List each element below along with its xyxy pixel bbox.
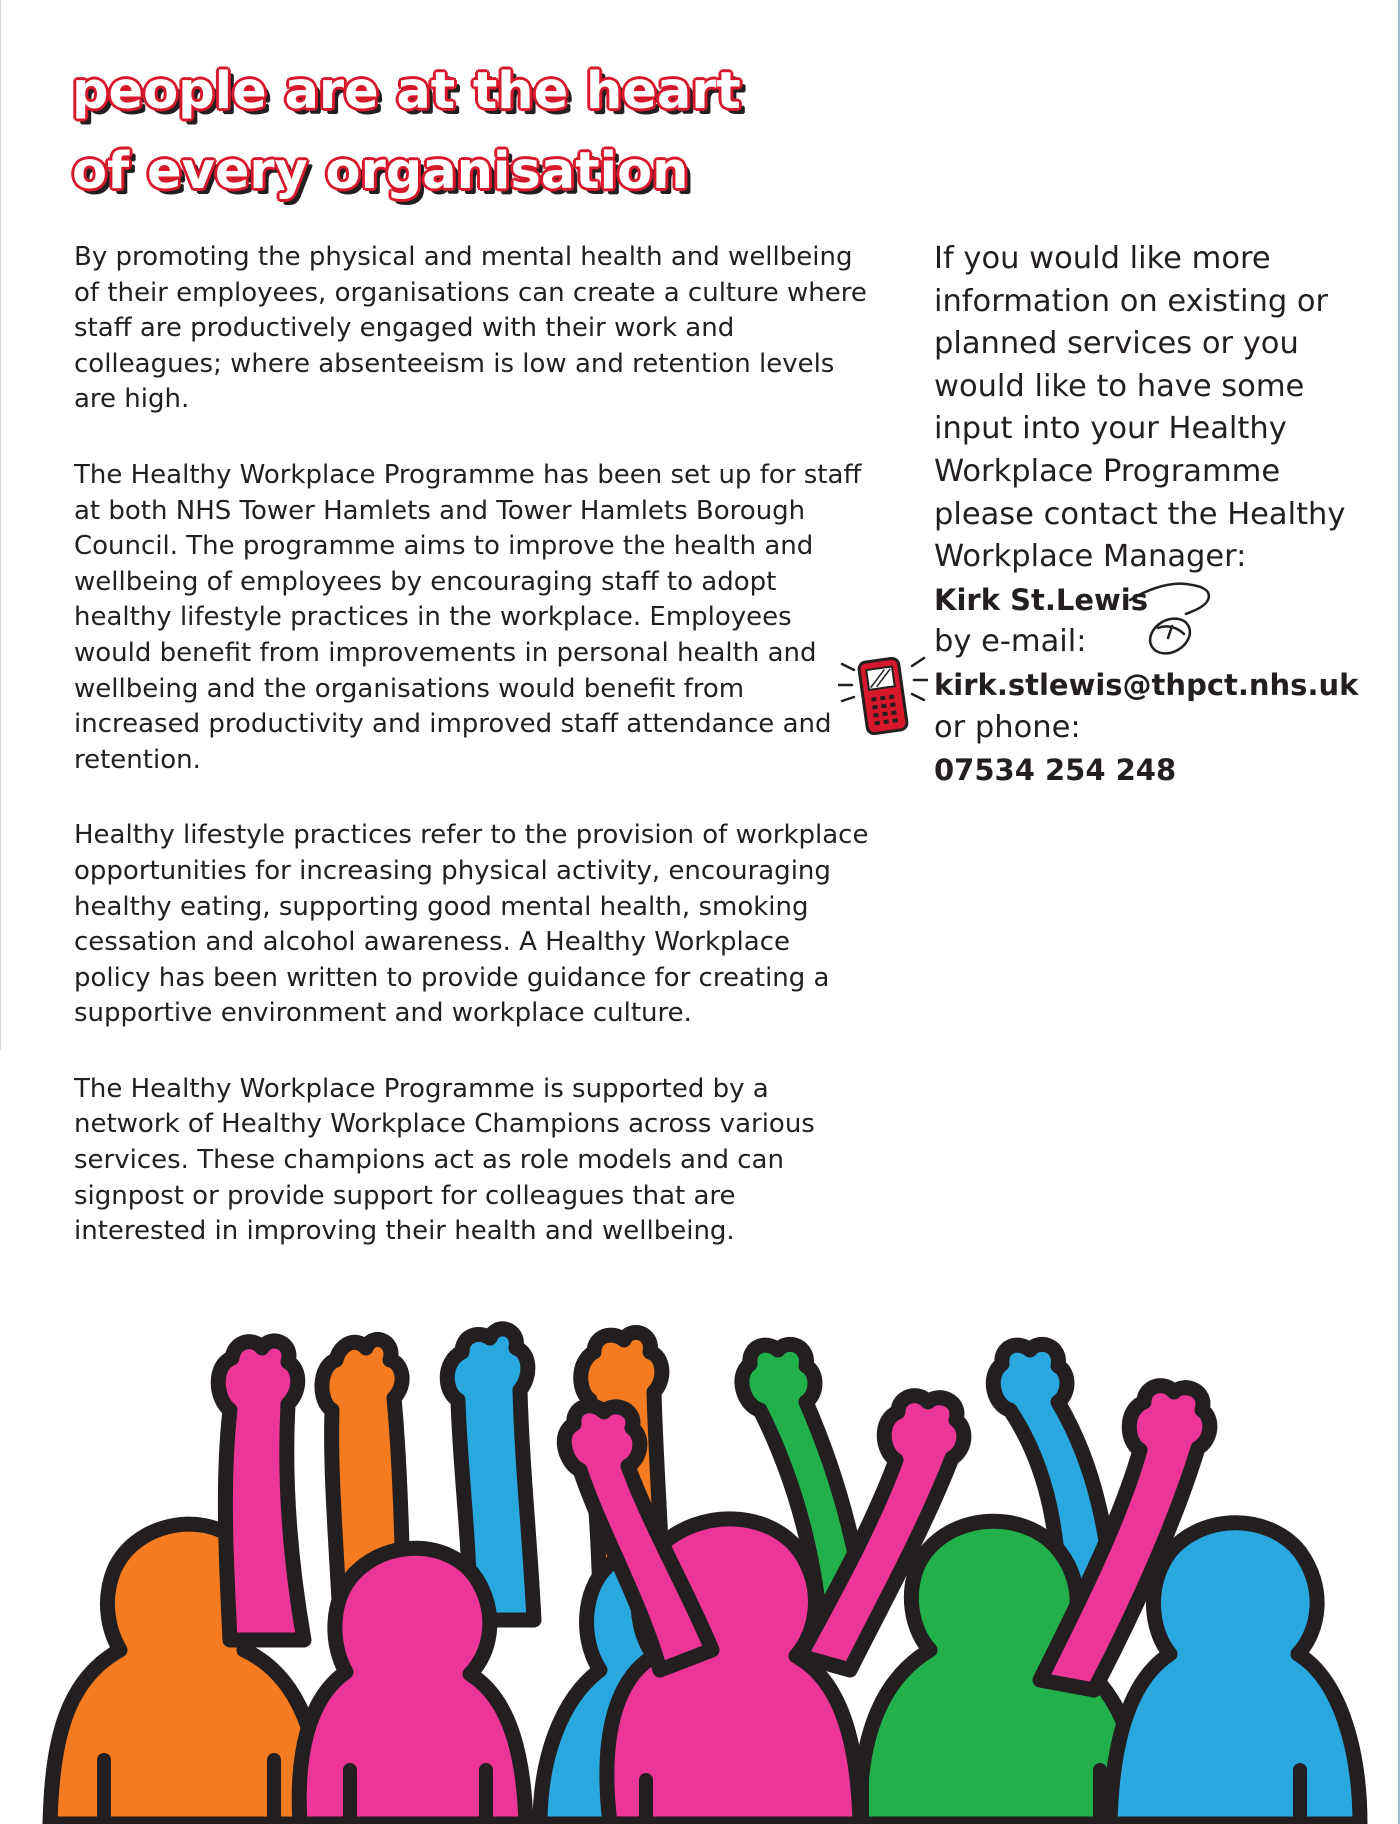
heading-line-1: people are at the heart xyxy=(72,62,741,121)
contact-intro-line: information on existing or xyxy=(934,283,1329,319)
paragraph-champions: The Healthy Workplace Programme is supported by a network of Healthy Workplace Champions across various services. These champions act as role models and can signpost or provide support for colleagues that are interested in improving their health and wellbeing. xyxy=(74,1073,815,1247)
contact-intro-line: would like to have some xyxy=(934,368,1305,404)
contact-intro-line: planned services or you xyxy=(934,326,1299,362)
contact-intro-line: Workplace Manager: xyxy=(934,539,1247,575)
mobile-phone-icon xyxy=(838,656,928,736)
paragraph-intro: By promoting the physical and mental health and wellbeing of their employees, organisations can create a culture where staff are productively engaged with their work and colleagues; where absenteeism is low and retention levels are high. xyxy=(74,242,867,415)
contact-name: Kirk St.Lewis xyxy=(934,582,1149,617)
contact-intro-line: Workplace Programme xyxy=(934,453,1281,489)
contact-intro-line: If you would like more xyxy=(934,241,1271,276)
phone-label: or phone: xyxy=(934,709,1081,745)
phone-number[interactable]: 07534 254 248 xyxy=(934,753,1177,788)
email-link[interactable]: kirk.stlewis@thpct.nhs.uk xyxy=(934,667,1359,702)
people-crowd-illustration xyxy=(0,1310,1400,1824)
contact-panel xyxy=(934,238,1359,792)
contact-intro-line: please contact the Healthy xyxy=(934,496,1346,532)
page-heading xyxy=(72,52,741,212)
contact-intro-line: input into your Healthy xyxy=(934,411,1287,447)
left-page-edge xyxy=(0,0,1,1050)
body-text xyxy=(74,240,874,1290)
email-label: by e-mail: xyxy=(934,624,1087,660)
paragraph-programme: The Healthy Workplace Programme has been set up for staff at both NHS Tower Hamlets and Tower Hamlets Borough Council. The programme aims to improve the health and wellbeing of employees by encouraging staff to adopt healthy lifestyle practices in the workplace. Employees would benefit from improvements in personal health and wellbeing and the organisations would benefit from increased productivity and improved staff attendance and retention. xyxy=(74,459,862,775)
heading-line-2: of every organisation xyxy=(72,142,689,201)
computer-mouse-icon xyxy=(1128,580,1224,656)
paragraph-practices: Healthy lifestyle practices refer to the provision of workplace opportunities for increasing physical activity, encouraging healthy eating, supporting good mental health, smoking cessation and alcohol awareness. A Healthy Workplace policy has been written to provide guidance for creating a supportive environment and workplace culture. xyxy=(74,820,869,1029)
